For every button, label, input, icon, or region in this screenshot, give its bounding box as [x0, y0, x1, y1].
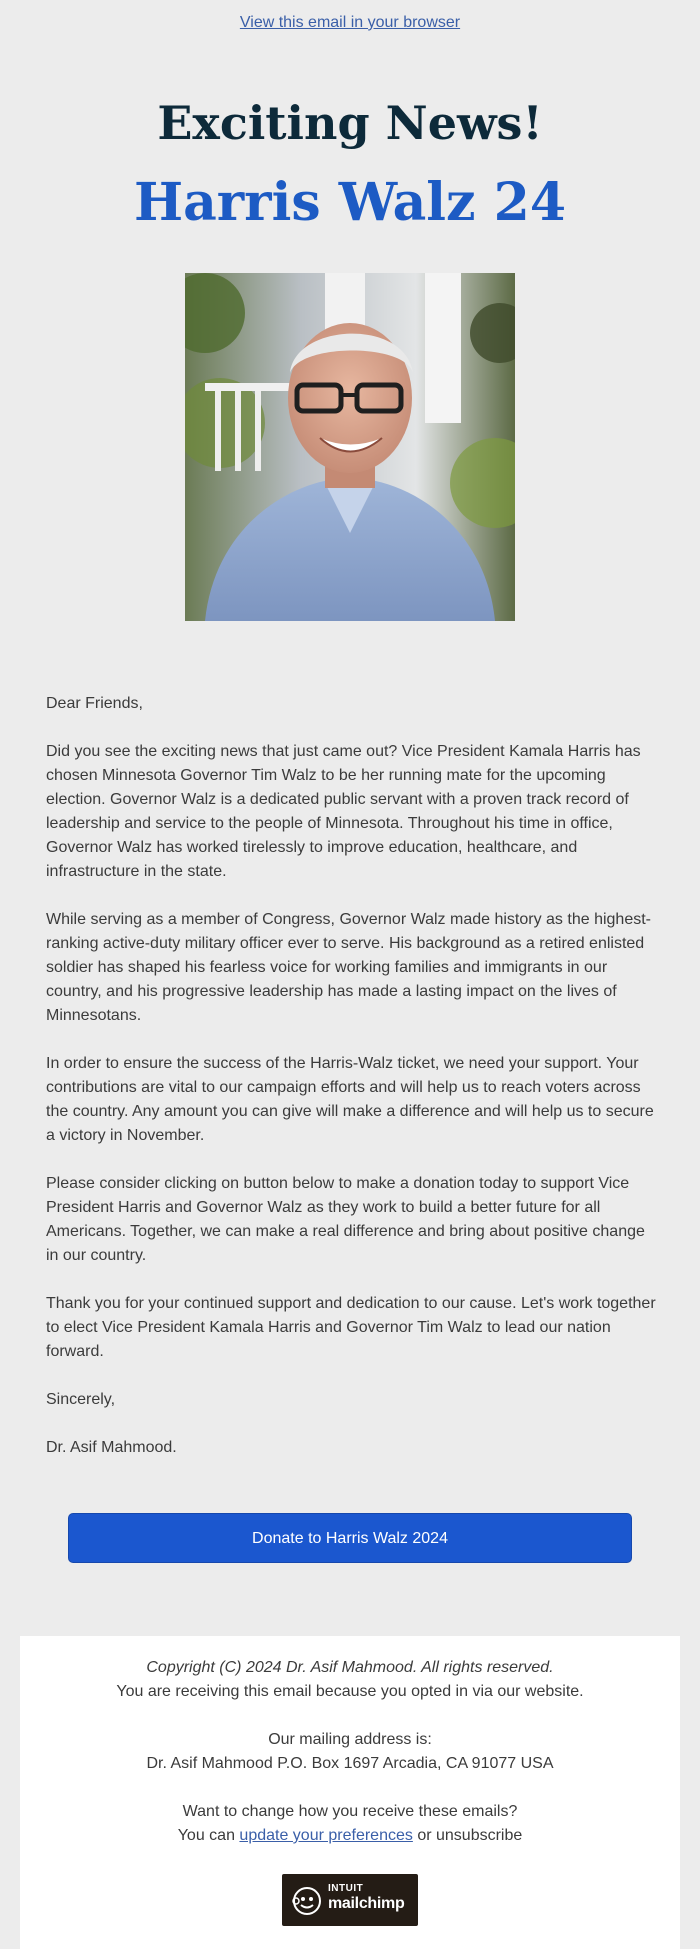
- greeting: Dear Friends,: [46, 695, 143, 712]
- signature: Dr. Asif Mahmood.: [46, 1439, 177, 1456]
- you-can-text: You can: [177, 1827, 235, 1844]
- copyright-text: Copyright (C) 2024 Dr. Asif Mahmood. All rights reserved.: [146, 1659, 554, 1676]
- footer: [20, 1636, 680, 1949]
- paragraph-4: Please consider clicking on button below to make a donation today to support Vice President Harris and Governor Walz as they work to build a better future for all Americans. Together, we can make a real difference and bring about positive change in our country.: [46, 1175, 645, 1264]
- closing: Sincerely,: [46, 1391, 116, 1408]
- intuit-label: INTUIT: [328, 1883, 364, 1894]
- mailing-address-heading: Our mailing address is:: [268, 1731, 432, 1748]
- donate-button[interactable]: Donate to Harris Walz 2024: [68, 1513, 632, 1563]
- paragraph-3: In order to ensure the success of the Harris-Walz ticket, we need your support. Your contributions are vital to our campaign efforts and will help us to reach voters across the country. Any amount you can give will make a difference and will help us to secure a victory in November.: [46, 1055, 654, 1144]
- mailing-address: Dr. Asif Mahmood P.O. Box 1697 Arcadia, CA 91077 USA: [146, 1755, 554, 1772]
- paragraph-1: Did you see the exciting news that just came out? Vice President Kamala Harris has chosen Minnesota Governor Tim Walz to be her running mate for the upcoming election. Governor Walz is a dedicated public servant with a proven track record of leadership and service to the people of Minnesota. Throughout his time in office, Governor Walz has worked tirelessly to improve education, healthcare, and infrastructure in the state.: [46, 743, 641, 880]
- mailchimp-label: mailchimp: [328, 1895, 405, 1912]
- subheadline: Harris Walz 24: [133, 172, 567, 233]
- mailchimp-badge[interactable]: [282, 1874, 418, 1926]
- mailchimp-monkey-icon: [292, 1886, 322, 1924]
- unsubscribe-text: or unsubscribe: [417, 1827, 523, 1844]
- opt-in-text: You are receiving this email because you opted in via our website.: [116, 1683, 584, 1700]
- change-prompt: Want to change how you receive these emails?: [182, 1803, 518, 1820]
- preferences-line: [20, 1824, 680, 1848]
- view-in-browser-link[interactable]: View this email in your browser: [239, 14, 461, 31]
- candidate-photo: [185, 273, 515, 621]
- paragraph-5: Thank you for your continued support and dedication to our cause. Let's work together to elect Vice President Kamala Harris and Governor Tim Walz to lead our nation forward.: [46, 1295, 656, 1360]
- headline: Exciting News!: [157, 96, 543, 150]
- letter-body: [46, 692, 656, 1484]
- update-preferences-link[interactable]: update your preferences: [239, 1827, 413, 1844]
- paragraph-2: While serving as a member of Congress, Governor Walz made history as the highest-ranking active-duty military officer ever to serve. His background as a retired enlisted soldier has shaped his fearless voice for working families and immigrants in our country, and his progressive leadership has made a lasting impact on the lives of Minnesotans.: [46, 911, 651, 1024]
